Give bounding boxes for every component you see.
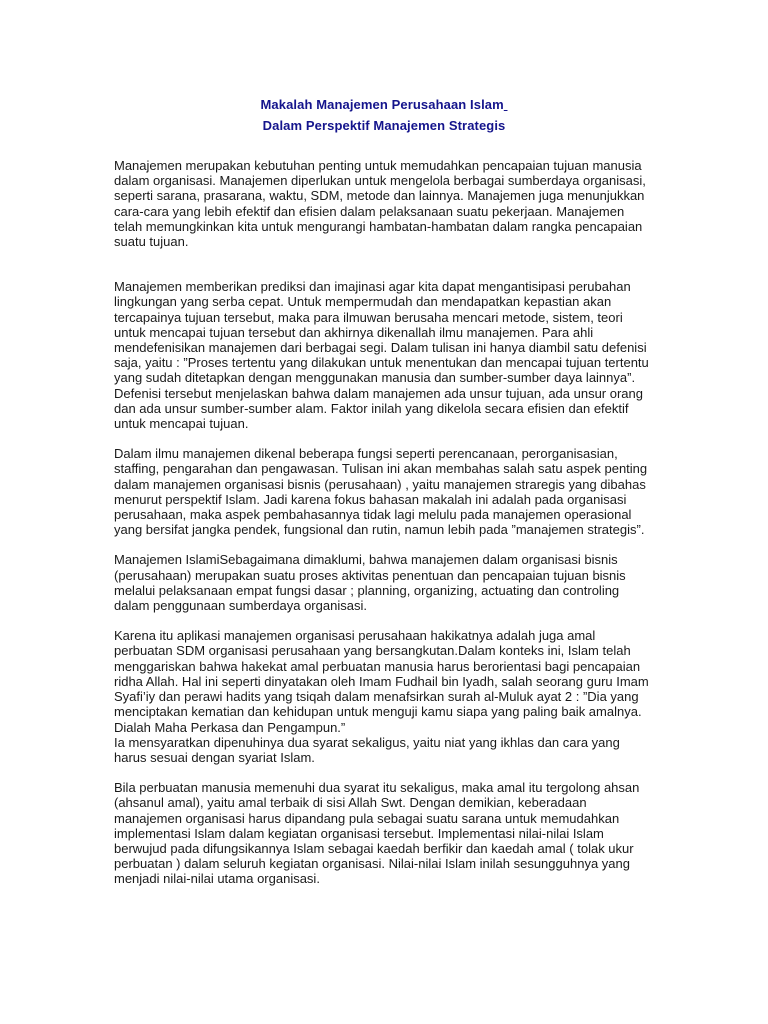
title-underline-mark	[504, 97, 508, 112]
document-title	[0, 94, 768, 136]
paragraph-spacer	[114, 431, 654, 446]
paragraph-4: Manajemen IslamiSebagaimana dimaklumi, bahwa manajemen dalam organisasi bisnis (perusahaan) merupakan suatu proses aktivitas penentuan dan pencapaian tujuan bisnis melalui pelaksanaan empat fungsi dasar ; planning, organizing, actuating dan controling dalam penggunaan sumberdaya organisasi.	[114, 552, 626, 614]
paragraph-6: Ia mensyaratkan dipenuhinya dua syarat sekaligus, yaitu niat yang ikhlas dan cara yang harus sesuai dengan syariat Islam.	[114, 734, 620, 765]
title-line-1-text: Makalah Manajemen Perusahaan Islam	[260, 97, 504, 112]
paragraph-spacer	[114, 249, 654, 279]
paragraph-1: Manajemen merupakan kebutuhan penting untuk memudahkan pencapaian tujuan manusia dalam organisasi. Manajemen diperlukan untuk mengelola berbagai sumberdaya organisasi, seperti sarana, prasarana, waktu, SDM, metode dan lainnya. Manajemen juga menunjukkan cara-cara yang lebih efektif dan efisien dalam pelaksanaan suatu pekerjaan. Manajemen telah memungkinkan kita untuk mengurangi hambatan-hambatan dalam rangka pencapaian suatu tujuan.	[114, 158, 646, 250]
paragraph-2: Manajemen memberikan prediksi dan imajinasi agar kita dapat mengantisipasi perubahan lingkungan yang serba cepat. Untuk mempermudah dan mendapatkan kepastian akan tercapainya tujuan tersebut, maka para ilmuwan berusaha mencari metode, sistem, teori untuk mencapai tujuan tersebut dan akhirnya dikenallah ilmu manajemen. Para ahli mendefenisikan manajemen dari berbagai segi. Dalam tulisan ini hanya diambil satu defenisi saja, yaitu : ”Proses tertentu yang dilakukan untuk menentukan dan mencapai tujuan tertentu yang sudah ditetapkan dengan menggunakan manusia dan sumber-sumber daya lainnya”. Defenisi tersebut menjelaskan bahwa dalam manajemen ada unsur tujuan, ada unsur orang dan ada unsur sumber-sumber alam. Faktor inilah yang dikelola secara efisien dan efektif untuk mencapai tujuan.	[114, 279, 649, 432]
paragraph-5: Karena itu aplikasi manajemen organisasi perusahaan hakikatnya adalah juga amal perbuatan SDM organisasi perusahaan yang bersangkutan.Dalam konteks ini, Islam telah menggariskan bahwa hakekat amal perbuatan manusia harus berorientasi bagi pencapaian ridha Allah. Hal ini seperti dinyatakan oleh Imam Fudhail bin Iyadh, salah seorang guru Imam Syafi’iy dan perawi hadits yang tsiqah dalam menafsirkan surah al-Muluk ayat 2 : ”Dia yang menciptakan kematian dan kehidupan untuk menguji kamu siapa yang paling baik amalnya. Dialah Maha Perkasa dan Pengampun.”	[114, 628, 649, 735]
title-line-1	[0, 94, 768, 115]
paragraph-3: Dalam ilmu manajemen dikenal beberapa fungsi seperti perencanaan, perorganisasian, staffing, pengarahan dan pengawasan. Tulisan ini akan membahas salah satu aspek penting dalam manajemen organisasi bisnis (perusahaan) , yaitu manajemen straregis yang dibahas menurut perspektif Islam. Jadi karena fokus bahasan makalah ini adalah pada organisasi perusahaan, maka aspek pembahasannya tidak lagi melulu pada manajemen operasional yang bersifat jangka pendek, fungsional dan rutin, namun lebih pada ”manajemen strategis”.	[114, 446, 648, 538]
paragraph-spacer	[114, 613, 654, 628]
paragraph-7: Bila perbuatan manusia memenuhi dua syarat itu sekaligus, maka amal itu tergolong ahsan (ahsanul amal), yaitu amal terbaik di sisi Allah Swt. Dengan demikian, keberadaan manajemen organisasi harus dipandang pula sebagai suatu sarana untuk memudahkan implementasi Islam dalam kegiatan organisasi tersebut. Implementasi nilai-nilai Islam berwujud pada difungsikannya Islam sebagai kaedah berfikir dan kaedah amal ( tolak ukur perbuatan ) dalam seluruh kegiatan organisasi. Nilai-nilai Islam inilah sesungguhnya yang menjadi nilai-nilai utama organisasi.	[114, 780, 640, 887]
document-body	[114, 158, 654, 887]
paragraph-spacer	[114, 537, 654, 552]
title-line-2: Dalam Perspektif Manajemen Strategis	[262, 118, 506, 133]
paragraph-spacer	[114, 765, 654, 780]
